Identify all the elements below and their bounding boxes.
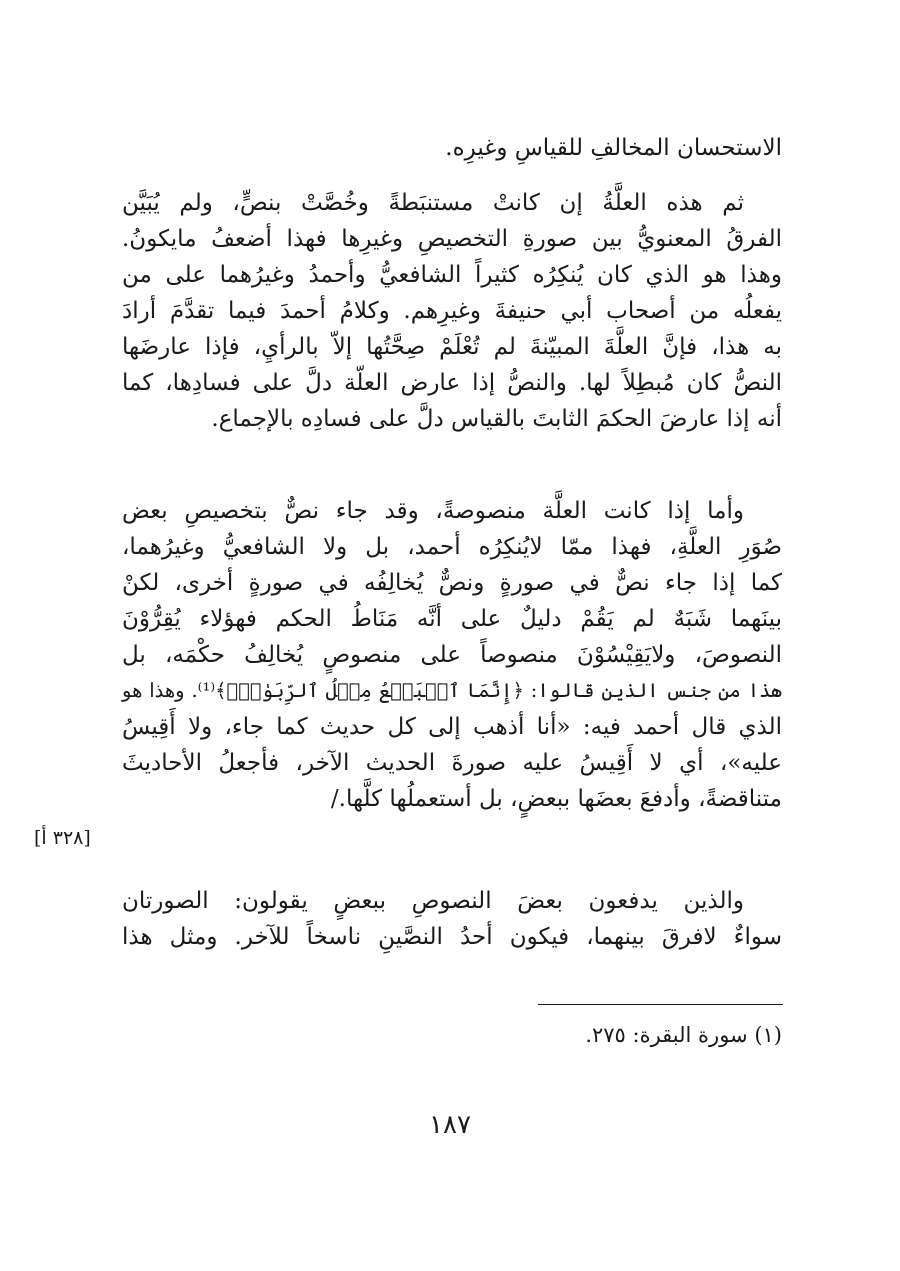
text-line: به هذا، فإنَّ العلَّةَ المبيّنةَ لم تُعْلَمْ صِحَّتُها إلاّ بالرأيِ، فإذا عارضَها: [122, 334, 782, 360]
paragraph-continuation: [122, 130, 782, 166]
text-line: صُوَرِ العلَّةِ، فهذا ممّا لايُنكِرُه أحمد، بل ولا الشافعيُّ وغيرُهما،: [122, 534, 782, 560]
text-line: الفرقُ المعنويُّ بين صورةِ التخصيصِ وغيرِها فهذا أضعفُ مايكونُ.: [122, 226, 782, 252]
text-line: الاستحسان المخالفِ للقياسِ وغيرِه.: [445, 135, 782, 161]
text-line: ثم هذه العلَّةُ إن كانتْ مستنبَطةً وخُصَّتْ بنصٍّ، ولم يُبَيَّن: [122, 190, 744, 216]
paragraph-2: [122, 493, 782, 817]
text-line: كما إذا جاء نصٌّ في صورةٍ ونصٌّ يُخالِفُه في صورةٍ أخرى، لكنْ: [122, 570, 782, 596]
text-line: وهذا هو الذي كان يُنكِرُه كثيراً الشافعيُّ وأحمدُ وغيرُهما على من: [122, 262, 782, 288]
text-line: النصُّ كان مُبطِلاً لها. والنصُّ إذا عارض العلّة دلَّ على فسادِها، كما: [122, 370, 782, 396]
text-line: الذي قال أحمد فيه: «أنا أذهب إلى كل حديث كما جاء، ولا أَقِيسُ: [122, 714, 782, 740]
text-line: عليه»، أي لا أَقِيسُ عليه صورةَ الحديث الآخر، فأجعلُ الأحاديثَ: [122, 750, 782, 776]
text-line: النصوصَ، ولايَقِيْسُوْنَ منصوصاً على منصوصٍ يُخالِفُ حكْمَه، بل: [122, 642, 782, 668]
text-line: بينَهما شَبَهٌ لم يَقُمْ دليلٌ على أنَّه مَنَاطُ الحكم فهؤلاء يُقِرُّوْنَ: [122, 606, 782, 632]
text-line: هذا من جنس الذين قالوا: ﴿إِنَّمَا ٱلۡبَيۡعُ مِثۡلُ ٱلرِّبَوٰاْۗ﴾⁽¹⁾. وهذا هو: [122, 679, 782, 702]
footnote-separator: [538, 1004, 783, 1005]
text-line: وأما إذا كانت العلَّة منصوصةً، وقد جاء نصٌّ بتخصيصِ بعض: [122, 498, 744, 524]
page-number: ١٨٧: [429, 1110, 471, 1140]
text-line: يفعلُه من أصحاب أبي حنيفةَ وغيرِهم. وكلامُ أحمدَ فيما تقدَّمَ أرادَ: [122, 298, 782, 324]
footnote: (١) سورة البقرة: ٢٧٥.: [585, 1023, 782, 1047]
paragraph-1: [122, 185, 782, 437]
text-line: متناقضةً، وأدفعَ بعضَها ببعضٍ، بل أستعملُها كلَّها./: [330, 786, 782, 812]
text-line: سواءٌ لافرقَ بينهما، فيكون أحدُ النصَّينِ ناسخاً للآخر. ومثل هذا: [122, 924, 782, 950]
text-line: والذين يدفعون بعضَ النصوصِ ببعضٍ يقولون: الصورتان: [122, 888, 744, 914]
text-line: أنه إذا عارضَ الحكمَ الثابتَ بالقياس دلَّ على فسادِه بالإجماع.: [211, 406, 782, 432]
paragraph-3: [122, 883, 782, 955]
manuscript-folio-marker: [٣٢٨ أ]: [34, 827, 91, 849]
